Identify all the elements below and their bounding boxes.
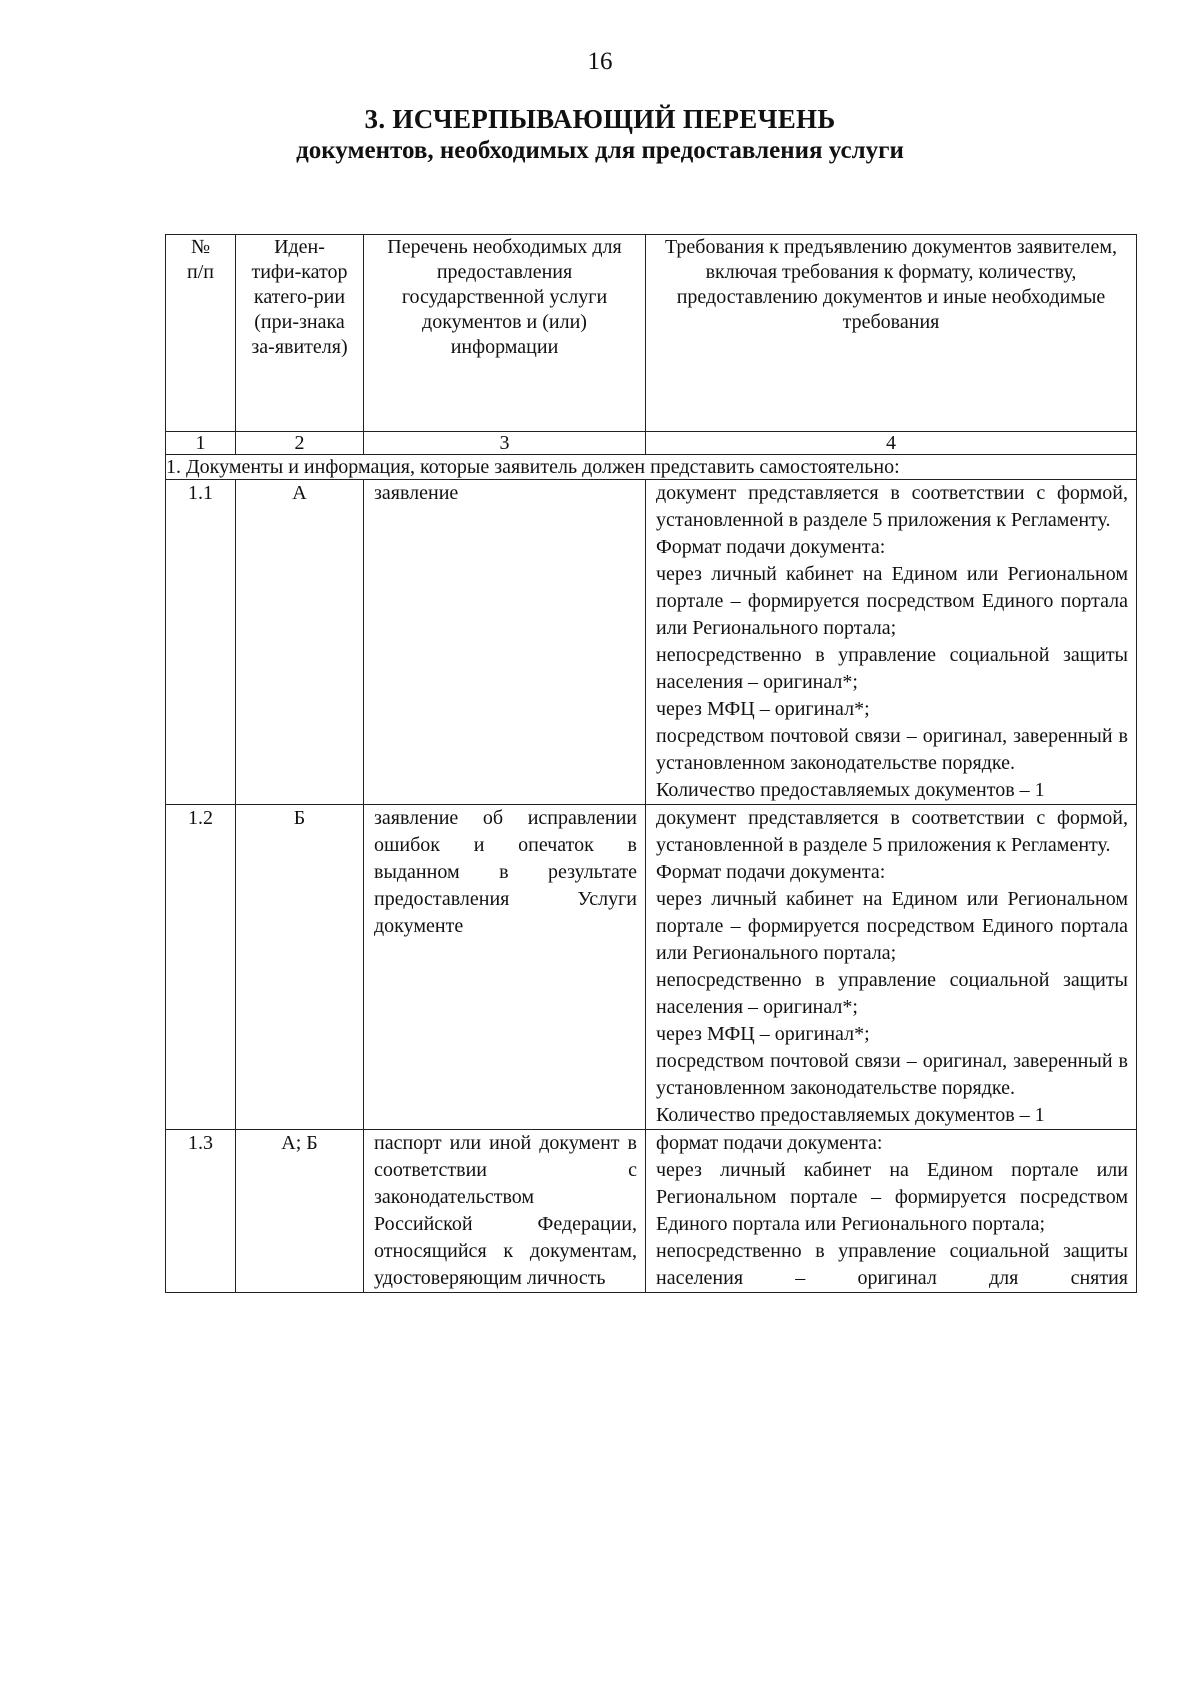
table-row — [166, 480, 1137, 805]
column-number: 4 — [646, 432, 1137, 455]
row-document: заявление — [364, 480, 646, 805]
header-requirements: Требования к предъявлению документов заявителем, включая требования к формату, количеству, предоставлению документов и иные необходимые требования — [646, 235, 1137, 432]
requirement-line: Количество предоставляемых документов – 1 — [656, 1104, 1045, 1126]
page-number: 16 — [587, 48, 613, 75]
requirement-line: через МФЦ – оригинал*; — [656, 1023, 870, 1045]
page-title: 3. ИСЧЕРПЫВАЮЩИЙ ПЕРЕЧЕНЬ — [364, 104, 836, 134]
requirement-line: формат подачи документа: — [656, 1132, 883, 1154]
row-category: Б — [236, 805, 364, 1130]
row-requirements — [646, 1130, 1137, 1293]
page-subtitle: документов, необходимых для предоставления услуги — [296, 137, 904, 164]
row-document: паспорт или иной документ в соответствии с законодательством Российской Федерации, относящийся к документам, удостоверяющим личность — [364, 1130, 646, 1293]
table-row — [166, 805, 1137, 1130]
requirement-line: документ представляется в соответствии с формой, установленной в разделе 5 приложения к Регламенту. — [656, 807, 1128, 856]
row-requirements — [646, 480, 1137, 805]
row-category: А — [236, 480, 364, 805]
column-numbers-row — [166, 432, 1137, 455]
section-row — [166, 455, 1137, 480]
documents-table — [165, 234, 1137, 1293]
title-block — [0, 103, 1200, 167]
requirement-line: непосредственно в управление социальной защиты населения – оригинал*; — [656, 969, 1128, 1018]
header-category: Иден-тифи-катор катего-рии (при-знака за-явителя) — [236, 235, 364, 432]
header-number: № п/п — [166, 235, 236, 432]
header-documents: Перечень необходимых для предоставления государственной услуги документов и (или) информации — [364, 235, 646, 432]
column-number: 3 — [364, 432, 646, 455]
table-header-row — [166, 235, 1137, 432]
column-number: 1 — [166, 432, 236, 455]
requirement-line: Формат подачи документа: — [656, 861, 886, 883]
row-number: 1.2 — [166, 805, 236, 1130]
requirement-line: через личный кабинет на Едином портале или Региональном портале – формируется посредством Единого портала или Регионального портала; — [656, 1159, 1128, 1235]
requirement-line: через МФЦ – оригинал*; — [656, 698, 870, 720]
column-number: 2 — [236, 432, 364, 455]
section-title: 1. Документы и информация, которые заявитель должен представить самостоятельно: — [166, 455, 1137, 480]
requirement-line: посредством почтовой связи – оригинал, заверенный в установленном законодательстве порядке. — [656, 725, 1128, 774]
requirement-line: через личный кабинет на Едином или Региональном портале – формируется посредством Единого портала или Регионального портала; — [656, 888, 1128, 964]
requirement-line: Формат подачи документа: — [656, 536, 886, 558]
row-document: заявление об исправлении ошибок и опечаток в выданном в результате предоставления Услуги документе — [364, 805, 646, 1130]
requirement-line: через личный кабинет на Едином или Региональном портале – формируется посредством Единого портала или Регионального портала; — [656, 563, 1128, 639]
requirement-line: непосредственно в управление социальной защиты населения – оригинал*; — [656, 644, 1128, 693]
requirement-line: документ представляется в соответствии с формой, установленной в разделе 5 приложения к Регламенту. — [656, 482, 1128, 531]
requirement-line: посредством почтовой связи – оригинал, заверенный в установленном законодательстве порядке. — [656, 1050, 1128, 1099]
table-row — [166, 1130, 1137, 1293]
requirement-line: непосредственно в управление социальной защиты населения – оригинал для снятия — [656, 1240, 1128, 1289]
row-number: 1.3 — [166, 1130, 236, 1293]
row-requirements — [646, 805, 1137, 1130]
row-number: 1.1 — [166, 480, 236, 805]
row-category: А; Б — [236, 1130, 364, 1293]
requirement-line: Количество предоставляемых документов – 1 — [656, 779, 1045, 801]
